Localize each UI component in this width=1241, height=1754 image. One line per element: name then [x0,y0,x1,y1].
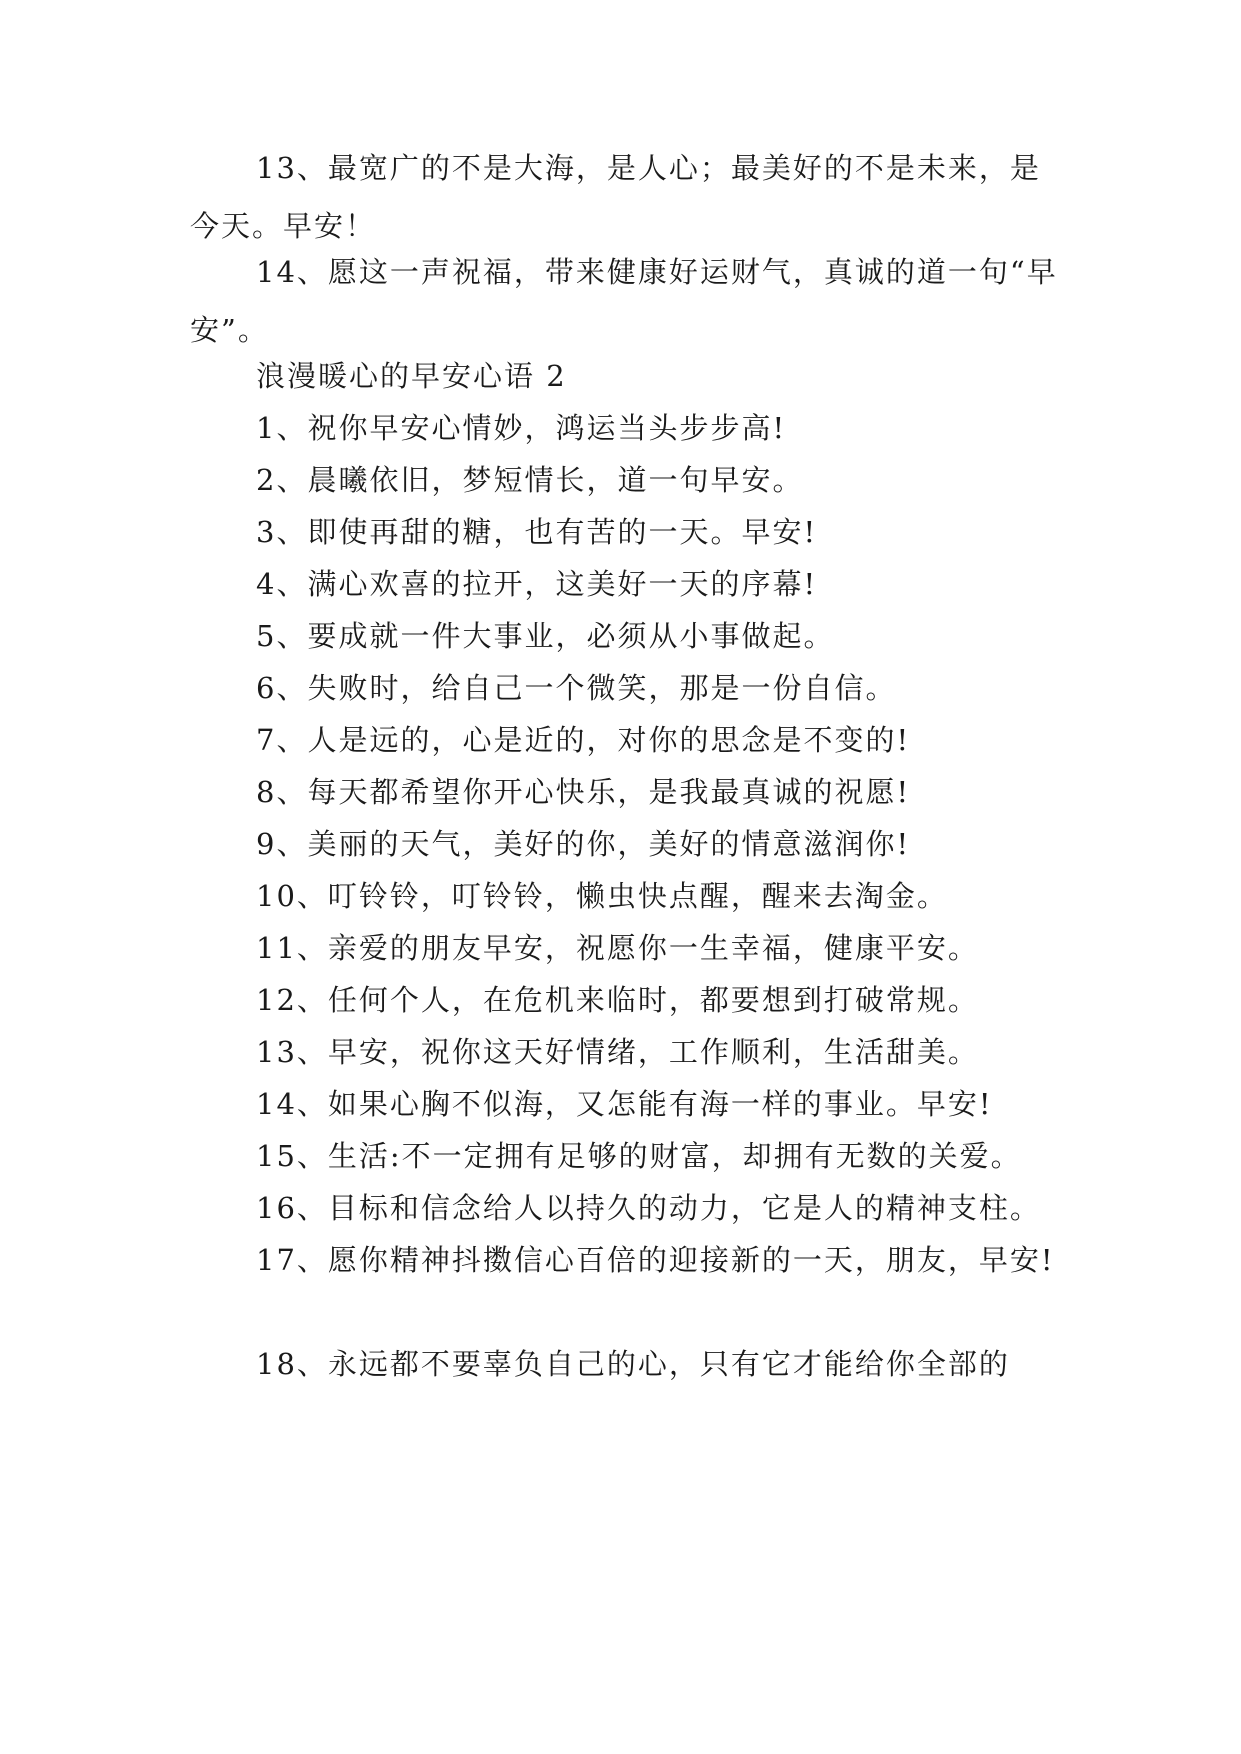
list-item-16: 16、目标和信念给人以持久的动力，它是人的精神支柱。 [256,1191,1041,1225]
list-item-13: 13、早安，祝你这天好情绪，工作顺利，生活甜美。 [256,1035,979,1069]
list-item-4: 4、满心欢喜的拉开，这美好一天的序幕! [256,567,818,601]
list-item-3: 3、即使再甜的糖，也有苦的一天。早安! [256,515,818,549]
section-heading: 浪漫暖心的早安心语 2 [256,359,567,393]
list-item-7: 7、人是远的，心是近的，对你的思念是不变的! [256,723,911,757]
list-item-12: 12、任何个人，在危机来临时，都要想到打破常规。 [256,983,979,1017]
list-item-6: 6、失败时，给自己一个微笑，那是一份自信。 [256,671,897,705]
list-item-18: 18、永远都不要辜负自己的心，只有它才能给你全部的 [256,1347,1010,1381]
list-item-10: 10、叮铃铃，叮铃铃，懒虫快点醒，醒来去淘金。 [256,879,948,913]
paragraph-13-widest: 13、最宽广的不是大海，是人心；最美好的不是未来，是今天。早安！ [190,151,1041,243]
list-item-14: 14、如果心胸不似海，又怎能有海一样的事业。早安! [256,1087,993,1121]
list-item-17: 17、愿你精神抖擞信心百倍的迎接新的一天，朋友，早安! [256,1243,1055,1277]
list-item-8: 8、每天都希望你开心快乐，是我最真诚的祝愿! [256,775,911,809]
paragraph-14-blessing: 14、愿这一声祝福，带来健康好运财气，真诚的道一句“早安”。 [190,255,1058,347]
list-item-5: 5、要成就一件大事业，必须从小事做起。 [256,619,835,653]
list-item-11: 11、亲爱的朋友早安，祝愿你一生幸福，健康平安。 [256,931,979,965]
list-item-2: 2、晨曦依旧，梦短情长，道一句早安。 [256,463,804,497]
list-item-15: 15、生活:不一定拥有足够的财富，却拥有无数的关爱。 [256,1139,1022,1173]
list-item-1: 1、祝你早安心情妙，鸿运当头步步高! [256,411,787,445]
list-item-9: 9、美丽的天气，美好的你，美好的情意滋润你! [256,827,911,861]
